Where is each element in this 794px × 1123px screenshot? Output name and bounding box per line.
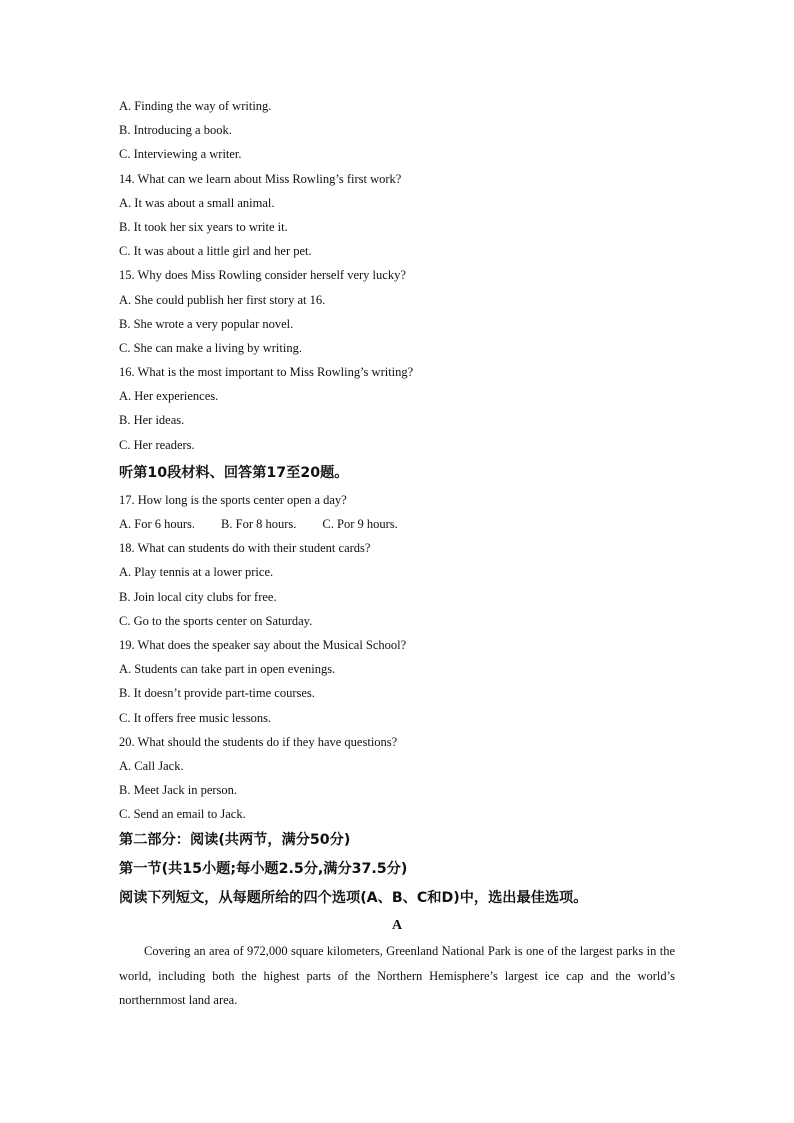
passage-paragraph: Covering an area of 972,000 square kilometers, Greenland National Park is one of the largest parks in the world, including both the highest parts of the Northern Hemisphere’s largest ice cap and the world’s northernmost land area. [119, 944, 675, 1008]
exam-page [119, 94, 675, 1013]
part-2-heading: 第二部分：阅读(共两节，满分50分) [119, 832, 351, 849]
question-20: 20. What should the students do if they have questions? [119, 734, 398, 749]
option-19c: C. It offers free music lessons. [119, 710, 272, 725]
option-20b: B. Meet Jack in person. [119, 783, 238, 798]
option-20c: C. Send an email to Jack. [119, 807, 246, 822]
option-14b: B. It took her six years to write it. [119, 219, 288, 234]
passage-label: A [391, 918, 403, 934]
option-15c: C. She can make a living by writing. [119, 340, 302, 355]
option-15b: B. She wrote a very popular novel. [119, 316, 294, 331]
option-15a: A. She could publish her first story at 16. [119, 292, 326, 307]
option-17b: B. For 8 hours. [221, 517, 297, 531]
question-17: 17. How long is the sports center open a day? [119, 492, 347, 507]
section-10-heading: 听第10段材料、回答第17至20题。 [119, 464, 349, 481]
option-17a: A. For 6 hours. [119, 517, 196, 531]
option-18c: C. Go to the sports center on Saturday. [119, 613, 313, 628]
option-13c: C. Interviewing a writer. [119, 147, 242, 162]
question-18: 18. What can students do with their student cards? [119, 541, 371, 556]
option-19b: B. It doesn’t provide part-time courses. [119, 686, 315, 701]
option-16a: A. Her experiences. [119, 389, 219, 404]
option-16b: B. Her ideas. [119, 413, 185, 428]
question-19: 19. What does the speaker say about the Musical School? [119, 637, 407, 652]
option-16c: C. Her readers. [119, 437, 195, 452]
question-14: 14. What can we learn about Miss Rowling’s first work? [119, 171, 402, 186]
option-18a: A. Play tennis at a lower price. [119, 565, 274, 580]
question-15: 15. Why does Miss Rowling consider herself very lucky? [119, 268, 406, 283]
option-20a: A. Call Jack. [119, 758, 184, 773]
reading-instruction: 阅读下列短文，从每题所给的四个选项(A、B、C和D)中，选出最佳选项。 [119, 890, 588, 907]
option-13a: A. Finding the way of writing. [119, 99, 272, 113]
option-19a: A. Students can take part in open evenings. [119, 662, 336, 677]
option-13b: B. Introducing a book. [119, 123, 232, 138]
options-17-row [119, 512, 675, 536]
option-18b: B. Join local city clubs for free. [119, 589, 277, 604]
option-14c: C. It was about a little girl and her pet. [119, 244, 312, 259]
option-17c: C. Por 9 hours. [322, 517, 398, 531]
question-16: 16. What is the most important to Miss Rowling’s writing? [119, 365, 414, 380]
section-1-heading: 第一节(共15小题;每小题2.5分,满分37.5分) [119, 861, 408, 878]
option-14a: A. It was about a small animal. [119, 195, 275, 210]
